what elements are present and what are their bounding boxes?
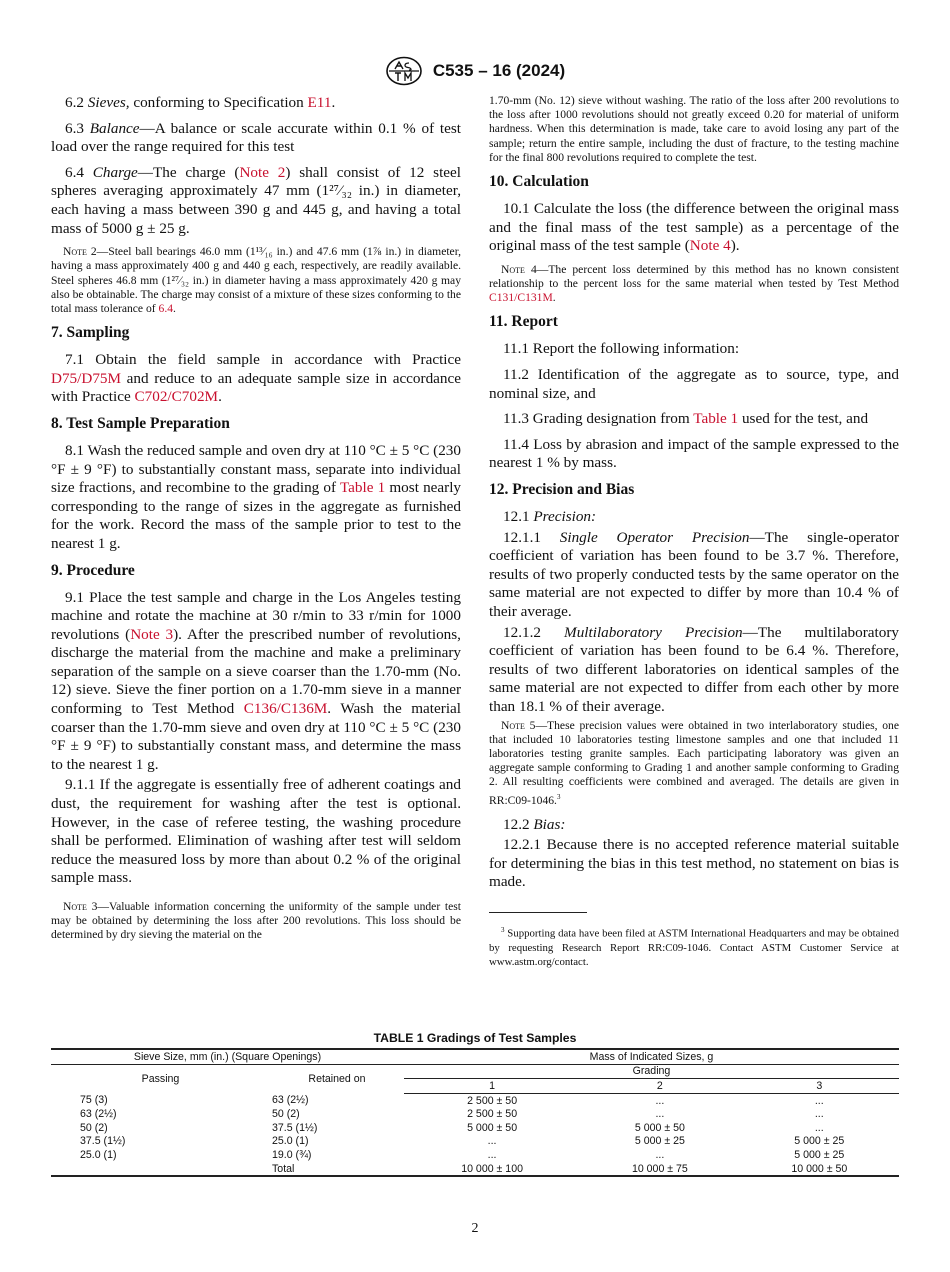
astm-logo-icon	[385, 56, 423, 86]
cell-grading-2: ...	[655, 1094, 665, 1107]
header-grading-1: 1	[404, 1079, 580, 1094]
link-table-1[interactable]: Table 1	[339, 479, 386, 497]
cell-retained: 50 (2)	[272, 1108, 300, 1121]
link-c131[interactable]: C131/C131M	[489, 291, 553, 305]
note-4: Note 4—The percent loss determined by this method has no known consistent relationship to the percent loss for the same material when tested by Test Method C131/C131M.	[489, 262, 899, 305]
cell-passing: 50 (2)	[80, 1121, 108, 1134]
cell-retained: 37.5 (1½)	[272, 1121, 318, 1134]
link-note-3[interactable]: Note 3	[130, 625, 174, 643]
section-heading-precision-bias: 12. Precision and Bias	[489, 480, 635, 498]
cell-grading-1: ...	[487, 1135, 497, 1148]
section-heading-report: 11. Report	[489, 313, 558, 331]
paragraph-12-2: 12.2 Bias:	[503, 815, 566, 833]
paragraph-9-1-1: 9.1.1 If the aggregate is essentially free of adherent coatings and dust, the requirement for washing after the test is optional. However, in the case of referee testing, the washing procedure shall be performed. Elimination of washing after test will seldom reduce the measured loss by more than about 0.2 % of the original sample mass.	[51, 776, 461, 887]
cell-retained: 25.0 (1)	[272, 1135, 309, 1148]
header-grading: Grading	[404, 1064, 899, 1079]
note-3-continued: 1.70-mm (No. 12) sieve without washing. The ratio of the loss after 200 revolutions to the loss after 1000 revolutions should not greatly exceed 0.20 for material of uniform hardness. When this determination is made, take care to avoid losing any part of the sample; return the entire sample, including the dust of fracture, to the testing machine for the final 800 revolutions required to complete the test.	[489, 94, 899, 164]
cell-total-grading-3: 10 000 ± 50	[740, 1162, 899, 1177]
cell-grading-3: ...	[814, 1108, 824, 1121]
table-row	[51, 1148, 899, 1162]
link-table-1-report[interactable]: Table 1	[693, 410, 739, 428]
paragraph-12-1-2: 12.1.2 Multilaboratory Precision—The multilaboratory coefficient of variation has been found to be 6.4 %. Therefore, results of two different laboratories on identical samples of the same material are not expected to differ from each other by more than 18.1 % of their average.	[489, 623, 899, 715]
note-5: Note 5—These precision values were obtained in two interlaboratory studies, one that included 10 laboratories testing limestone samples and one that included 11 laboratories testing granite samples. Each participating laboratory was given an aggregate sample conforming to Grading 1 and another sample conforming to Grading 2. All resulting coefficients were combined and averaged. The details are given in RR:C09-1046.$^3$	[489, 718, 899, 807]
section-heading-calculation: 10. Calculation	[489, 173, 589, 191]
link-c136[interactable]: C136/C136M	[243, 700, 328, 718]
footnote-divider	[489, 912, 587, 913]
cell-total-label: Total	[270, 1162, 404, 1177]
link-section-6-4[interactable]: 6.4	[158, 301, 174, 315]
cell-grading-1: 2 500 ± 50	[467, 1108, 518, 1121]
section-heading-procedure: 9. Procedure	[51, 561, 135, 579]
paragraph-6-2: 6.2 Sieves, conforming to Specification E11.	[65, 94, 336, 111]
section-heading-test-sample-preparation: 8. Test Sample Preparation	[51, 414, 230, 432]
table-row	[51, 1135, 899, 1149]
table-row	[51, 1107, 899, 1121]
header-grading-3: 3	[740, 1079, 899, 1094]
paragraph-11-3: 11.3 Grading designation from Table 1 used for the test, and	[503, 410, 869, 428]
link-note-2[interactable]: Note 2	[239, 163, 286, 181]
paragraph-6-3: 6.3 Balance—A balance or scale accurate within 0.1 % of test load over the range required for this test	[51, 119, 461, 156]
link-note-4[interactable]: Note 4	[689, 237, 731, 255]
table-row-total	[51, 1162, 899, 1177]
paragraph-11-4: 11.4 Loss by abrasion and impact of the sample expressed to the nearest 1 % by mass.	[489, 435, 899, 472]
cell-grading-2: 5 000 ± 25	[634, 1135, 685, 1148]
paragraph-12-1: 12.1 Precision:	[503, 507, 597, 525]
paragraph-11-1: 11.1 Report the following information:	[503, 340, 740, 358]
cell-grading-3: ...	[814, 1121, 824, 1134]
paragraph-11-2: 11.2 Identification of the aggregate as to source, type, and nominal size, and	[489, 366, 899, 402]
table-caption: TABLE 1 Gradings of Test Samples	[373, 1031, 577, 1045]
cell-grading-2: ...	[655, 1108, 665, 1121]
paragraph-8-1: 8.1 Wash the reduced sample and oven dry at 110 °C ± 5 °C (230 °F ± 9 °F) to substantially constant mass, separate into individual size fractions, and recombine to the grading of Table 1 most nearly corresponding to the range of sizes in the aggregate as furnished for the work. Record the mass of the sample prior to test to the nearest 1 g.	[51, 441, 462, 552]
cell-grading-1: 5 000 ± 50	[467, 1121, 518, 1134]
note-3: Note 3—Valuable information concerning the uniformity of the sample under test may be obtained by determining the loss after 200 revolutions. This loss should be determined by dry sieving the material on the	[51, 900, 461, 942]
page-number: 2	[471, 1221, 479, 1236]
page-header	[0, 56, 950, 86]
link-e11[interactable]: E11	[307, 94, 332, 111]
gradings-table	[51, 1048, 899, 1177]
footnote-3: $^3$ Supporting data have been filed at ASTM International Headquarters and may be obtained by requesting Research Report RR:C09-1046. Contact ASTM Customer Service at www.astm.org/contact.	[489, 925, 899, 969]
cell-passing: 75 (3)	[80, 1094, 108, 1107]
cell-passing: 25.0 (1)	[80, 1148, 117, 1161]
paragraph-6-4: 6.4 Charge—The charge (Note 2) shall consist of 12 steel spheres averaging approximately 47 mm (1²⁷⁄₃₂ in.) in diameter, each having a mass between 390 g and 445 g, and having a total mass of 5000 g ± 25 g.	[51, 163, 461, 237]
cell-grading-3: 5 000 ± 25	[794, 1148, 845, 1161]
header-passing: Passing	[141, 1072, 180, 1085]
cell-retained: 19.0 (¾)	[272, 1148, 312, 1161]
paragraph-12-1-1: 12.1.1 Single Operator Precision—The single-operator coefficient of variation has been found to be 3.7 %. Therefore, results of two properly conducted tests by the same operator on the same material are not expected to differ by more than 10.4 % of their average.	[489, 528, 900, 620]
cell-grading-2: 5 000 ± 50	[634, 1121, 685, 1134]
cell-total-grading-2: 10 000 ± 75	[580, 1162, 739, 1177]
header-retained-on: Retained on	[308, 1072, 366, 1085]
paragraph-9-1: 9.1 Place the test sample and charge in the Los Angeles testing machine and rotate the machine at 30 r/min to 33 r/min for 1000 revolutions (Note 3). After the prescribed number of revolutions, discharge the material from the machine and make a preliminary separation of the sample on a sieve coarser than the 1.70-mm (No. 12) sieve. Sieve the finer portion on a 1.70-mm sieve in a manner conforming to Test Method C136/C136M. Wash the material coarser than the 1.70-mm sieve and oven dry at 110 °C ± 5 °C (230 °F ± 9 °F) to substantially constant mass, and determine the mass to the nearest 1 g.	[51, 588, 461, 773]
paragraph-12-2-1: 12.2.1 Because there is no accepted reference material suitable for determining the bias in this test method, no statement on bias is made.	[489, 836, 899, 891]
left-column	[51, 94, 461, 951]
table-row	[51, 1093, 899, 1107]
cell-passing: 37.5 (1½)	[80, 1135, 126, 1148]
note-2: Note 2—Steel ball bearings 46.0 mm (1¹³⁄₁₆ in.) and 47.6 mm (1⅞ in.) in diameter, having a mass approximately 400 g and 440 g each, respectively, are readily available. Steel spheres 46.8 mm (1²⁷⁄₃₂ in.) in diameter having a mass approximately 420 g may also be obtainable. The charge may consist of a mixture of these sizes conforming to the total mass tolerance of 6.4.	[51, 245, 461, 315]
table-row	[51, 1121, 899, 1135]
header-grading-2: 2	[580, 1079, 739, 1094]
cell-grading-3: ...	[814, 1094, 824, 1107]
right-column	[489, 94, 899, 970]
link-c702[interactable]: C702/C702M	[134, 388, 219, 406]
section-heading-sampling: 7. Sampling	[51, 324, 130, 342]
cell-grading-2: ...	[655, 1148, 665, 1161]
link-d75[interactable]: D75/D75M	[51, 369, 122, 387]
cell-grading-3: 5 000 ± 25	[794, 1135, 845, 1148]
standard-designation: C535 – 16 (2024)	[432, 61, 566, 80]
cell-retained: 63 (2½)	[272, 1094, 309, 1107]
cell-grading-1: 2 500 ± 50	[467, 1094, 518, 1107]
cell-total-grading-1: 10 000 ± 100	[404, 1162, 580, 1177]
header-sieve-size: Sieve Size, mm (in.) (Square Openings)	[51, 1049, 404, 1064]
paragraph-10-1: 10.1 Calculate the loss (the difference between the original mass and the final mass of the test sample) as a percentage of the original mass of the test sample (Note 4).	[489, 200, 899, 255]
paragraph-7-1: 7.1 Obtain the field sample in accordance with Practice D75/D75M and reduce to an adequate sample size in accordance with Practice C702/C702M.	[51, 351, 461, 406]
cell-grading-1: ...	[487, 1148, 497, 1161]
cell-passing: 63 (2½)	[80, 1108, 117, 1121]
header-mass: Mass of Indicated Sizes, g	[404, 1049, 899, 1064]
